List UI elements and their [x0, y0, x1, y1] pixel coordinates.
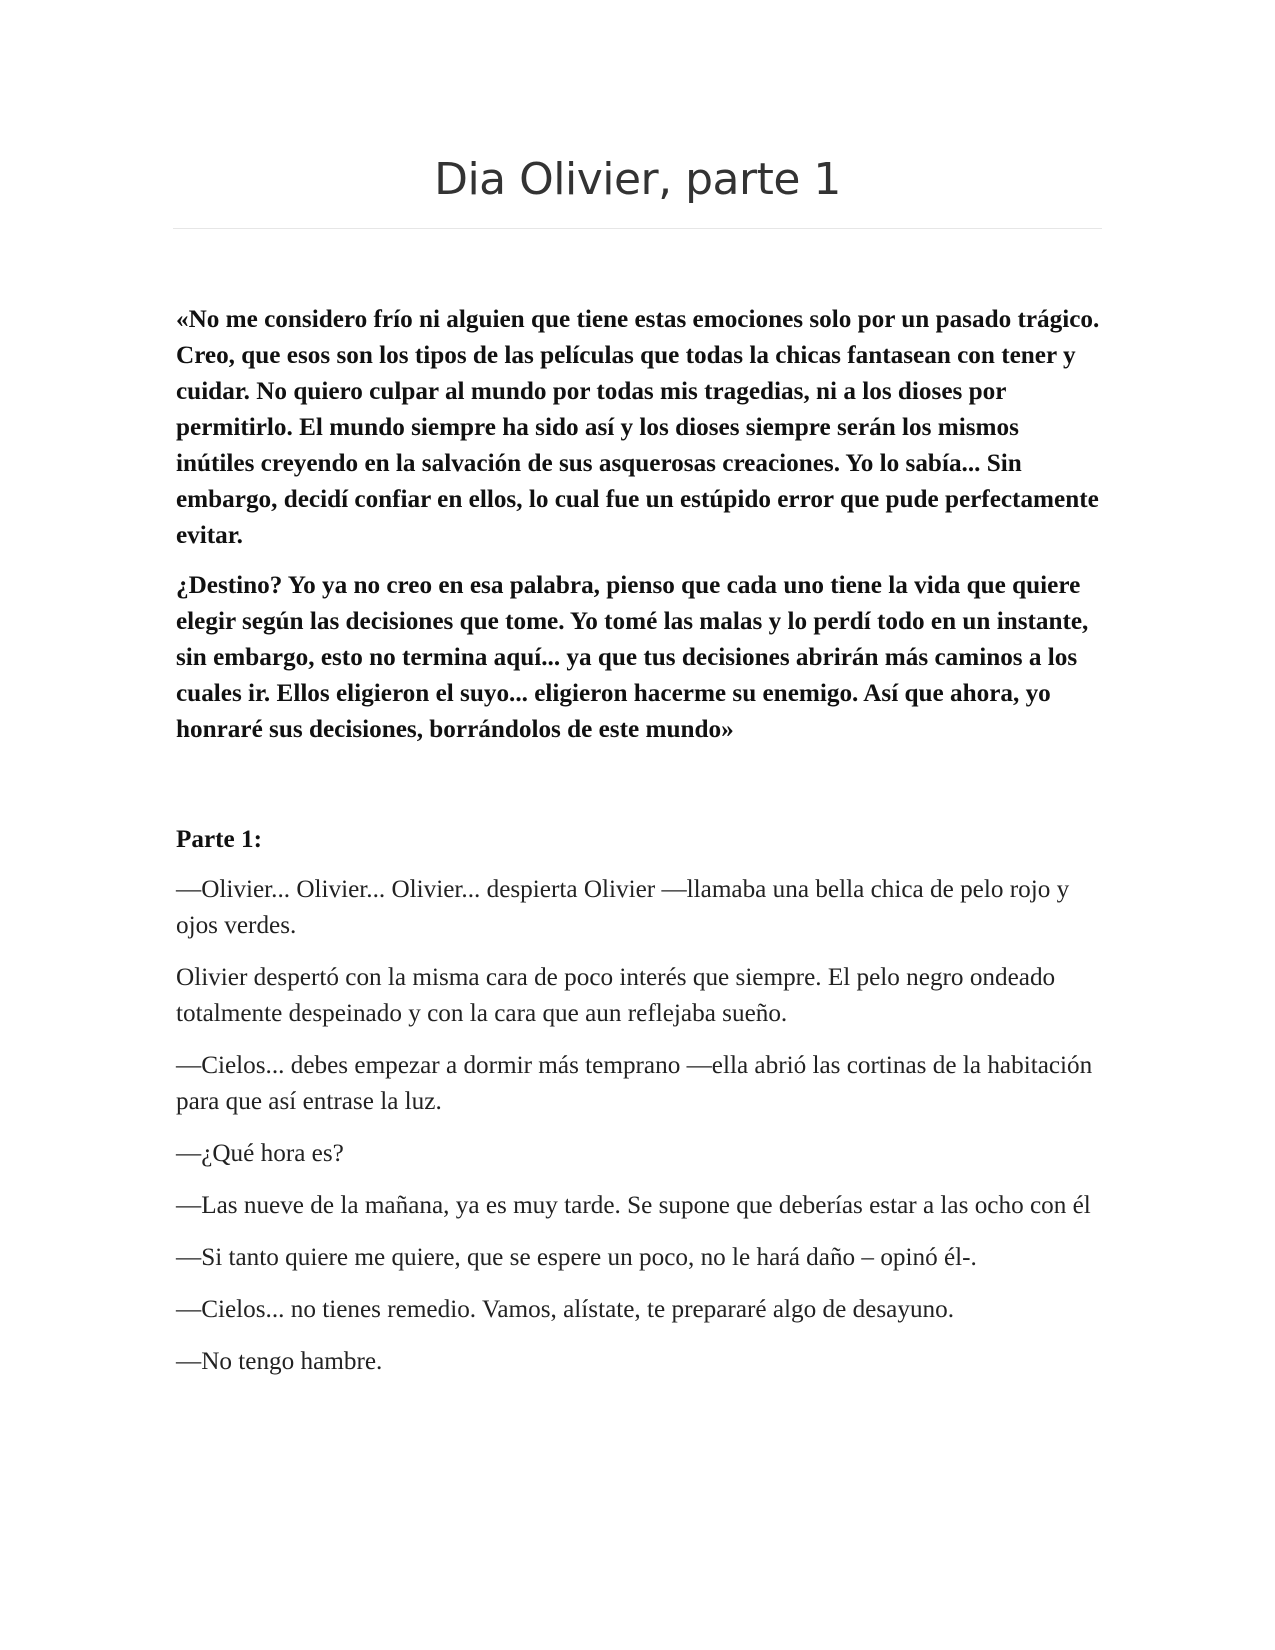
section-heading: Parte 1: [176, 826, 263, 853]
epigraph-paragraph: «No me considero frío ni alguien que tiene estas emociones solo por un pasado trágico. Creo, que esos son los tipos de las películas que todas la chicas fantasean con tener y cuidar. No quiero culpar al mundo por todas mis tragedias, ni a los dioses por permitirlo. El mundo siempre ha sido así y los dioses siempre serán los mismos inútiles creyendo en la salvación de sus asquerosas creaciones. Yo lo sabía... Sin embargo, decidí confiar en ellos, lo cual fue un estúpido error que pude perfectamente evitar. [176, 306, 1100, 549]
story-paragraph: —¿Qué hora es? [176, 1140, 344, 1167]
document-body [176, 302, 1102, 1380]
story-paragraph: Olivier despertó con la misma cara de poco interés que siempre. El pelo negro ondeado totalmente despeinado y con la cara que aun reflejaba sueño. [176, 964, 1056, 1027]
story-paragraph: —Si tanto quiere me quiere, que se espere un poco, no le hará daño – opinó él-. [176, 1244, 977, 1271]
title-divider [173, 228, 1102, 229]
epigraph-paragraph: ¿Destino? Yo ya no creo en esa palabra, pienso que cada uno tiene la vida que quiere elegir según las decisiones que tome. Yo tomé las malas y lo perdí todo en un instante, sin embargo, esto no termina aquí... ya que tus decisiones abrirán más caminos a los cuales ir. Ellos eligieron el suyo... eligieron hacerme su enemigo. Así que ahora, yo honraré sus decisiones, borrándolos de este mundo» [176, 572, 1089, 743]
story-paragraph: —No tengo hambre. [176, 1348, 383, 1375]
story-paragraph: —Cielos... no tienes remedio. Vamos, alístate, te prepararé algo de desayuno. [176, 1296, 955, 1323]
page-title: Dia Olivier, parte 1 [434, 154, 841, 205]
story-paragraph: —Las nueve de la mañana, ya es muy tarde. Se supone que deberías estar a las ocho con él [176, 1192, 1091, 1219]
story-paragraph: —Olivier... Olivier... Olivier... despierta Olivier —llamaba una bella chica de pelo rojo y ojos verdes. [176, 876, 1070, 939]
story-paragraph: —Cielos... debes empezar a dormir más temprano —ella abrió las cortinas de la habitación para que así entrase la luz. [176, 1052, 1093, 1115]
